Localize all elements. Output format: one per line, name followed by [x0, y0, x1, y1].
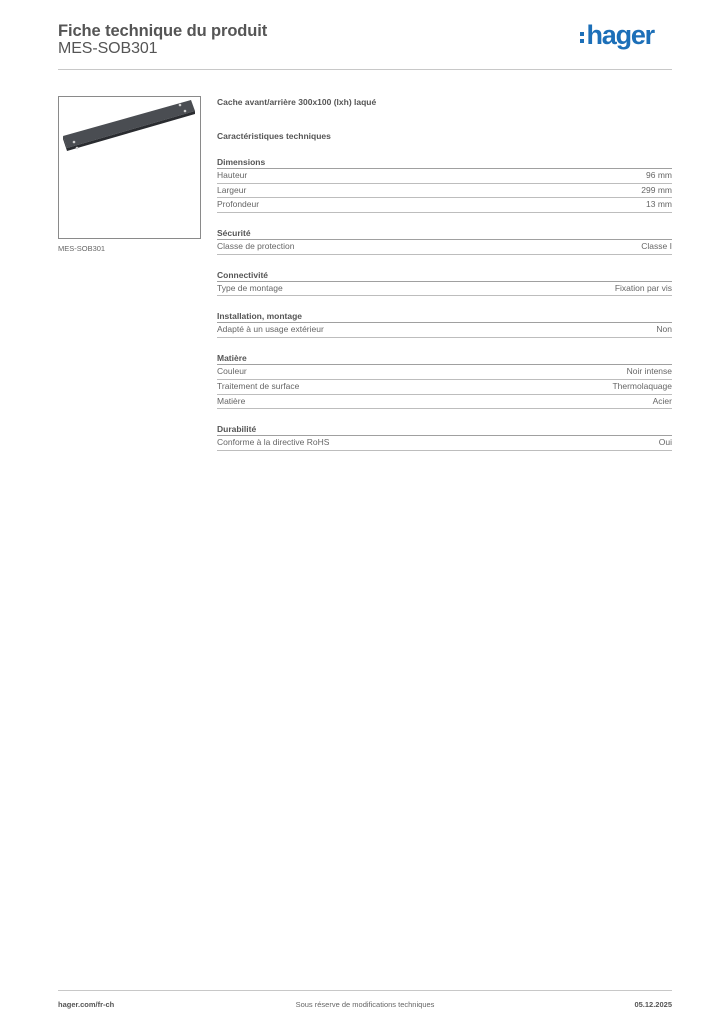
- spec-section: [217, 423, 672, 451]
- spec-label: Matière: [217, 395, 246, 406]
- footer-date: 05.12.2025: [634, 1000, 672, 1009]
- page-header: [58, 20, 672, 70]
- spec-value: 96 mm: [646, 170, 672, 180]
- page-footer: [58, 990, 672, 1012]
- spec-sections: [217, 156, 672, 451]
- spec-value: 299 mm: [641, 184, 672, 195]
- spec-label: Classe de protection: [217, 241, 295, 252]
- spec-label: Conforme à la directive RoHS: [217, 437, 330, 448]
- product-name: Cache avant/arrière 300x100 (lxh) laqué: [217, 97, 377, 107]
- spec-section: [217, 156, 672, 213]
- spec-section: [217, 227, 672, 255]
- spec-row: [217, 395, 672, 410]
- spec-row: [217, 198, 672, 213]
- spec-row: [217, 323, 672, 338]
- spec-value: Fixation par vis: [614, 282, 672, 293]
- spec-section-title: Dimensions: [217, 156, 672, 169]
- spec-row: [217, 380, 672, 395]
- spec-value: Oui: [658, 437, 672, 448]
- page-title: Fiche technique du produit: [58, 22, 268, 40]
- product-reference: MES-SOB301: [58, 40, 158, 57]
- spec-row: [217, 169, 672, 184]
- spec-value: Classe I: [641, 241, 672, 252]
- spec-section-title: Sécurité: [217, 227, 672, 240]
- spec-label: Type de montage: [217, 282, 283, 293]
- spec-section: [217, 269, 672, 297]
- footer-disclaimer: Sous réserve de modifications techniques: [295, 1000, 435, 1009]
- spec-value: Noir intense: [626, 366, 672, 377]
- spec-label: Couleur: [217, 366, 247, 377]
- product-image: [58, 96, 201, 239]
- spec-value: Non: [656, 324, 672, 335]
- spec-row: [217, 184, 672, 199]
- technical-characteristics-heading: Caractéristiques techniques: [217, 131, 331, 141]
- spec-label: Profondeur: [217, 199, 260, 210]
- spec-value: Acier: [652, 395, 672, 406]
- specifications-panel: [217, 96, 672, 451]
- spec-label: Hauteur: [217, 170, 248, 180]
- spec-row: [217, 365, 672, 380]
- spec-value: 13 mm: [646, 199, 672, 210]
- spec-section: [217, 352, 672, 409]
- image-caption: MES-SOB301: [58, 244, 106, 253]
- product-photo-cover-plate-icon: [59, 97, 200, 238]
- spec-section-title: Matière: [217, 352, 672, 365]
- spec-label: Traitement de surface: [217, 380, 300, 391]
- footer-website: hager.com/fr-ch: [58, 1000, 115, 1009]
- hager-logo: [580, 20, 654, 50]
- spec-label: Adapté à un usage extérieur: [217, 324, 324, 335]
- spec-row: [217, 282, 672, 297]
- logo-text: hager: [586, 19, 654, 50]
- spec-section-title: Connectivité: [217, 269, 672, 282]
- spec-section: [217, 310, 672, 338]
- spec-row: [217, 436, 672, 451]
- spec-value: Thermolaquage: [612, 380, 672, 391]
- spec-section-title: Durabilité: [217, 423, 672, 436]
- spec-section-title: Installation, montage: [217, 310, 672, 323]
- spec-row: [217, 240, 672, 255]
- spec-label: Largeur: [217, 184, 247, 195]
- logo-colon-icon: [580, 32, 584, 43]
